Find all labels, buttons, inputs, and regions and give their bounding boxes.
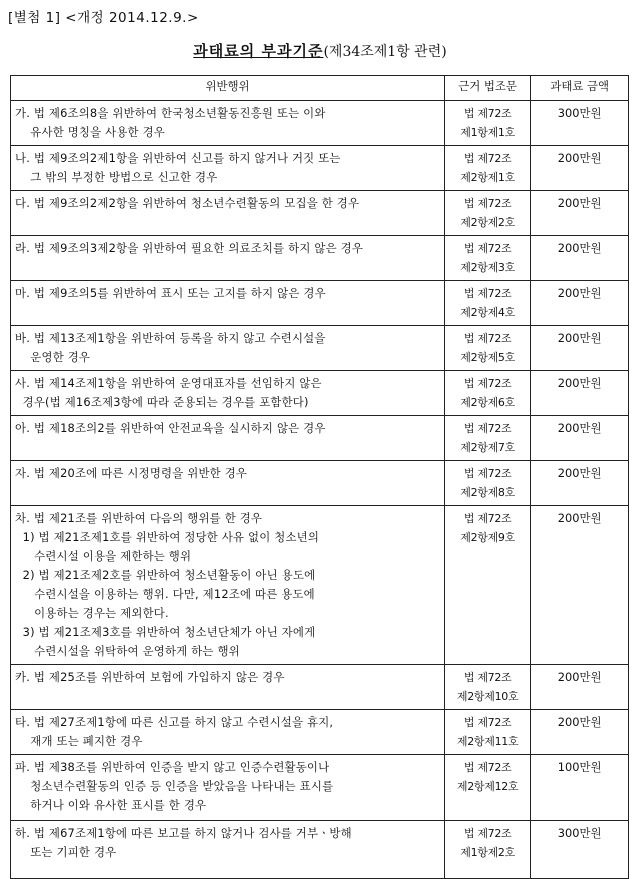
law-text: 제2항제6호 — [460, 396, 515, 409]
table-row — [11, 755, 629, 821]
violation-text: 유사한 명칭을 사용한 경우 — [15, 125, 165, 139]
violation-text: 바. 법 제13조제1항을 위반하여 등록을 하지 않고 수련시설을 — [15, 331, 326, 345]
violation-text: 수련시설을 위탁하여 운영하게 하는 행위 — [15, 644, 240, 658]
table-row — [11, 326, 629, 371]
fee-cell: 200만원 — [531, 326, 629, 371]
law-cell — [444, 326, 530, 371]
violation-cell — [11, 755, 445, 821]
violation-text: 파. 법 제38조를 위반하여 인증을 받지 않고 인증수련활동이나 — [15, 760, 330, 774]
fee-cell: 200만원 — [531, 281, 629, 326]
fee-cell: 200만원 — [531, 416, 629, 461]
title-sub: (제34조제1항 관련) — [323, 44, 447, 60]
table-row — [11, 371, 629, 416]
law-cell — [444, 101, 530, 146]
law-text: 제2항제4호 — [460, 306, 515, 319]
violation-text: 타. 법 제27조제1항에 따른 신고를 하지 않고 수련시설을 휴지, — [15, 715, 334, 729]
violation-cell — [11, 710, 445, 755]
law-text: 제1항제2호 — [460, 846, 515, 859]
violation-text: 아. 법 제18조의2를 위반하여 안전교육을 실시하지 않은 경우 — [15, 421, 326, 435]
title-main: 과태료의 부과기준 — [193, 42, 324, 60]
table-row — [11, 191, 629, 236]
header-law: 근거 법조문 — [444, 76, 530, 101]
violation-text: 그 밖의 부정한 방법으로 신고한 경우 — [15, 170, 218, 184]
law-text: 법 제72조 — [463, 716, 512, 729]
law-text: 법 제72조 — [463, 422, 512, 435]
fee-cell: 200만원 — [531, 665, 629, 710]
law-cell — [444, 146, 530, 191]
violation-text: 자. 법 제20조에 따른 시정명령을 위반한 경우 — [15, 466, 248, 480]
law-text: 법 제72조 — [463, 671, 512, 684]
table-row — [11, 101, 629, 146]
violation-cell — [11, 461, 445, 506]
violation-cell — [11, 236, 445, 281]
law-text: 법 제72조 — [463, 197, 512, 210]
law-text: 제2항제7호 — [460, 441, 515, 454]
violation-text: 3) 법 제21조제3호를 위반하여 청소년단체가 아닌 자에게 — [15, 625, 316, 639]
fine-standards-table — [10, 75, 629, 879]
table-body — [11, 101, 629, 879]
violation-text: 수련시설 이용을 제한하는 행위 — [15, 549, 192, 563]
violation-cell — [11, 101, 445, 146]
fee-cell: 200만원 — [531, 236, 629, 281]
law-cell — [444, 281, 530, 326]
document-title — [0, 40, 640, 61]
table-row — [11, 461, 629, 506]
violation-text: 또는 기피한 경우 — [15, 845, 117, 859]
table-row — [11, 416, 629, 461]
fee-cell: 200만원 — [531, 191, 629, 236]
law-cell — [444, 665, 530, 710]
header-note: [별첨 1] <개정 2014.12.9.> — [8, 10, 199, 26]
law-text: 제2항제8호 — [460, 486, 515, 499]
violation-cell — [11, 146, 445, 191]
law-text: 법 제72조 — [463, 377, 512, 390]
violation-text: 수련시설을 이용하는 행위. 다만, 제12조에 따른 용도에 — [15, 587, 315, 601]
violation-cell — [11, 821, 445, 879]
table-header-row — [11, 76, 629, 101]
law-text: 제1항제1호 — [460, 126, 515, 139]
fee-cell: 100만원 — [531, 755, 629, 821]
table-row — [11, 281, 629, 326]
law-text: 제2항제9호 — [460, 531, 515, 544]
violation-text: 차. 법 제21조를 위반하여 다음의 행위를 한 경우 — [15, 511, 263, 525]
law-text: 법 제72조 — [463, 827, 512, 840]
law-text: 제2항제3호 — [460, 261, 515, 274]
law-text: 법 제72조 — [463, 467, 512, 480]
law-text: 법 제72조 — [463, 242, 512, 255]
violation-cell — [11, 281, 445, 326]
violation-cell — [11, 665, 445, 710]
law-cell — [444, 461, 530, 506]
violation-text: 사. 법 제14조제1항을 위반하여 운영대표자를 선임하지 않은 — [15, 376, 322, 390]
table-row — [11, 665, 629, 710]
law-text: 제2항제12호 — [456, 780, 519, 793]
law-cell — [444, 506, 530, 665]
law-text: 법 제72조 — [463, 152, 512, 165]
law-text: 법 제72조 — [463, 761, 512, 774]
fee-cell: 300만원 — [531, 101, 629, 146]
law-cell — [444, 371, 530, 416]
law-text: 법 제72조 — [463, 512, 512, 525]
violation-text: 이용하는 경우는 제외한다. — [15, 606, 169, 620]
table-row — [11, 710, 629, 755]
violation-text: 청소년수련활동의 인증 등 인증을 받았음을 나타내는 표시를 — [15, 779, 334, 793]
law-text: 제2항제5호 — [460, 351, 515, 364]
violation-text: 재개 또는 폐지한 경우 — [15, 734, 143, 748]
violation-text: 경우(법 제16조제3항에 따라 준용되는 경우를 포함한다) — [15, 395, 309, 409]
violation-cell — [11, 506, 445, 665]
law-text: 제2항제11호 — [456, 735, 519, 748]
table-row — [11, 821, 629, 879]
fee-cell: 200만원 — [531, 146, 629, 191]
law-text: 법 제72조 — [463, 287, 512, 300]
violation-cell — [11, 416, 445, 461]
violation-cell — [11, 191, 445, 236]
table-row — [11, 236, 629, 281]
law-cell — [444, 236, 530, 281]
violation-text: 2) 법 제21조제2호를 위반하여 청소년활동이 아닌 용도에 — [15, 568, 316, 582]
law-text: 제2항제2호 — [460, 216, 515, 229]
violation-cell — [11, 326, 445, 371]
table-row — [11, 506, 629, 665]
law-cell — [444, 821, 530, 879]
header-fee: 과태료 금액 — [531, 76, 629, 101]
fee-cell: 200만원 — [531, 506, 629, 665]
law-cell — [444, 755, 530, 821]
table-row — [11, 146, 629, 191]
fee-cell: 200만원 — [531, 371, 629, 416]
violation-text: 가. 법 제6조의8을 위반하여 한국청소년활동진흥원 또는 이와 — [15, 106, 326, 120]
violation-text: 다. 법 제9조의2제2항을 위반하여 청소년수련활동의 모집을 한 경우 — [15, 196, 360, 210]
law-text: 법 제72조 — [463, 107, 512, 120]
fee-cell: 200만원 — [531, 710, 629, 755]
violation-text: 카. 법 제25조를 위반하여 보험에 가입하지 않은 경우 — [15, 670, 285, 684]
fee-cell: 300만원 — [531, 821, 629, 879]
law-cell — [444, 191, 530, 236]
violation-cell — [11, 371, 445, 416]
violation-text: 운영한 경우 — [15, 350, 91, 364]
violation-text: 하거나 이와 유사한 표시를 한 경우 — [15, 798, 207, 812]
violation-text: 1) 법 제21조제1호를 위반하여 정당한 사유 없이 청소년의 — [15, 530, 320, 544]
violation-text: 마. 법 제9조의5를 위반하여 표시 또는 고지를 하지 않은 경우 — [15, 286, 326, 300]
violation-text: 라. 법 제9조의3제2항을 위반하여 필요한 의료조치를 하지 않은 경우 — [15, 241, 364, 255]
law-cell — [444, 416, 530, 461]
law-text: 제2항제10호 — [456, 690, 519, 703]
fee-cell: 200만원 — [531, 461, 629, 506]
violation-text: 하. 법 제67조제1항에 따른 보고를 하지 않거나 검사를 거부ㆍ방해 — [15, 826, 352, 840]
header-violation: 위반행위 — [11, 76, 445, 101]
law-cell — [444, 710, 530, 755]
law-text: 제2항제1호 — [460, 171, 515, 184]
law-text: 법 제72조 — [463, 332, 512, 345]
violation-text: 나. 법 제9조의2제1항을 위반하여 신고를 하지 않거나 거짓 또는 — [15, 151, 341, 165]
